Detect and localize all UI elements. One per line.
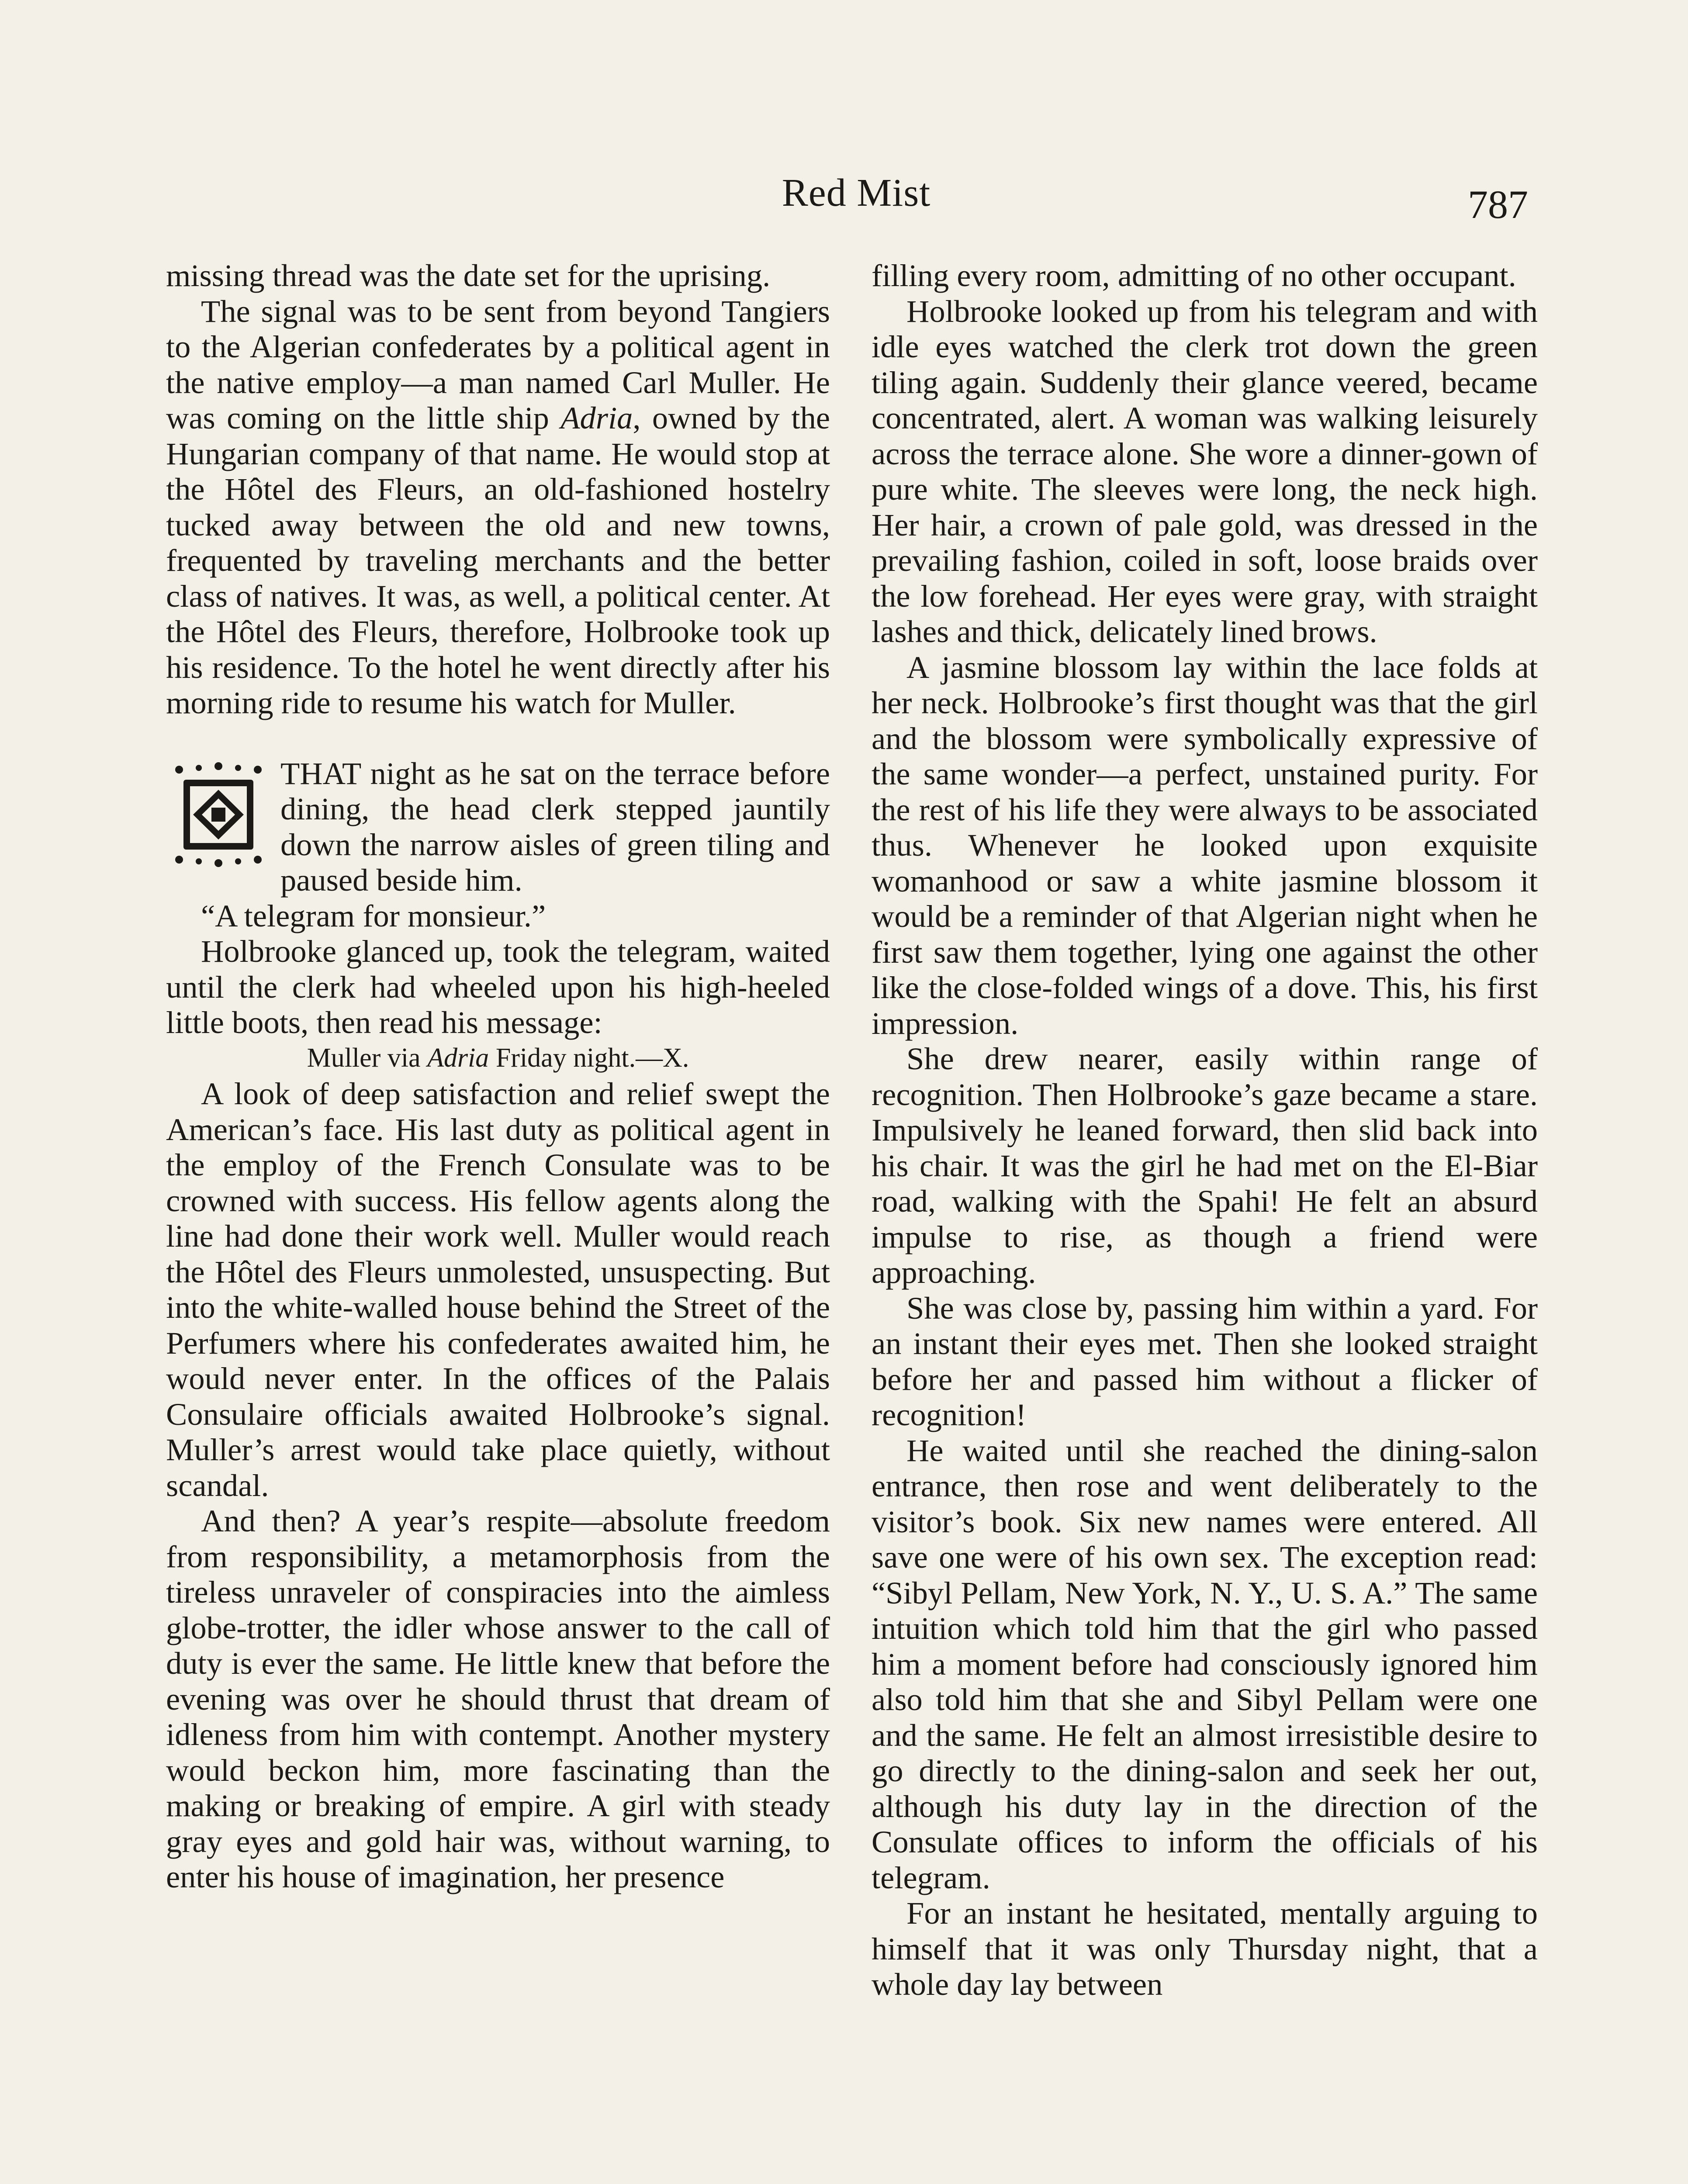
paragraph: filling every room, admitting of no other occupant.	[872, 258, 1516, 293]
paragraph: The signal was to be sent from beyond Tangiers to the Algerian confederates by a political agent in the native employ—a man named Carl Muller. He was coming on the little ship Adria, owned by the Hungarian company of that name. He would stop at the Hôtel des Fleurs, an old-fashioned hostelry tucked away between the old and new towns, frequented by traveling merchants and the better class of natives. It was, as well, a political center. At the Hôtel des Fleurs, therefore, Holbrooke took up his residence. To the hotel he went directly after his morning ride to resume his watch for Muller.	[166, 293, 830, 720]
paragraph: Holbrooke looked up from his telegram and with idle eyes watched the clerk trot down the green tiling again. Suddenly their glance veered, became concentrated, alert. A woman was walking leisurely across the terrace alone. She wore a dinner-gown of pure white. The sleeves were long, the neck high. Her hair, a crown of pale gold, was dressed in the prevailing fashion, coiled in soft, loose braids over the low forehead. Her eyes were gray, with straight lashes and thick, delicately lined brows.	[872, 293, 1538, 649]
paragraph: missing thread was the date set for the uprising.	[166, 258, 771, 293]
paragraph: “A telegram for monsieur.”	[201, 898, 546, 933]
paragraph: She drew nearer, easily within range of recognition. Then Holbrooke’s gaze became a stare. Impulsively he leaned forward, then slid back into his chair. It was the girl he had met on the El-Biar road, walking with the Spahi! He felt an absurd impulse to rise, as though a friend were approaching.	[872, 1041, 1538, 1290]
paragraph: He waited until she reached the dining-salon entrance, then rose and went deliberately to the visitor’s book. Six new names were entered. All save one were of his own sex. The exception read: “Sibyl Pellam, New York, N. Y., U. S. A.” The same intuition which told him that the girl who passed him a moment before had consciously ignored him also told him that she and Sibyl Pellam were one and the same. He felt an almost irresistible desire to go directly to the dining-salon and seek her out, although his duty lay in the direction of the Consulate offices to inform the officials of his telegram.	[872, 1432, 1538, 1895]
running-head: Red Mist	[782, 171, 931, 214]
paragraph: A jasmine blossom lay within the lace folds at her neck. Holbrooke’s first thought was that the girl and the blossom were symbolically expressive of the same wonder—a perfect, unstained purity. For the rest of his life they were always to be associated thus. Whenever he looked upon exquisite womanhood or saw a white jasmine blossom it would be a reminder of that Algerian night when he first saw them together, lying one against the other like the close-folded wings of a dove. This, his first impression.	[872, 649, 1538, 1041]
paragraph: Holbrooke glanced up, took the telegram, waited until the clerk had wheeled upon his high-heeled little boots, then read his message:	[166, 933, 830, 1040]
paragraph: A look of deep satisfaction and relief swept the American’s face. His last duty as political agent in the employ of the French Consulate was to be crowned with success. His fellow agents along the line had done their work well. Muller would reach the Hôtel des Fleurs unmolested, unsuspecting. But into the white-walled house behind the Street of the Perfumers where his confederates awaited him, he would never enter. In the offices of the Palais Consulaire officials awaited Holbrooke’s signal. Muller’s arrest would take place quietly, without scandal.	[166, 1076, 830, 1503]
ship-name: Adria	[560, 400, 633, 435]
telegram-message: Muller via Adria Friday night.—X.	[307, 1043, 689, 1073]
page-number: 787	[1468, 182, 1528, 227]
section-start	[166, 756, 830, 898]
paragraph: She was close by, passing him within a yard. For an instant their eyes met. Then she looked straight before her and passed him without a flicker of recognition!	[872, 1290, 1538, 1432]
paragraph: For an instant he hesitated, mentally arguing to himself that it was only Thursday night, that a whole day lay between	[872, 1895, 1538, 2002]
left-column	[166, 258, 830, 1895]
ornamental-initial-icon	[166, 760, 271, 869]
paragraph: And then? A year’s respite—absolute freedom from responsibility, a metamorphosis from the tireless unraveler of conspiracies into the aimless globe-trotter, the idler whose answer to the call of duty is ever the same. He little knew that before the evening was over he should thrust that dream of idleness from him with contempt. Another mystery would beckon him, more fascinating than the making or breaking of empire. A girl with steady gray eyes and gold hair was, without warning, to enter his house of imagination, her presence	[166, 1503, 830, 1894]
ship-name: Adria	[427, 1043, 489, 1073]
right-column	[872, 258, 1538, 2002]
paragraph: THAT night as he sat on the terrace before dining, the head clerk stepped jauntily down the narrow aisles of green tiling and paused beside him.	[280, 755, 830, 898]
